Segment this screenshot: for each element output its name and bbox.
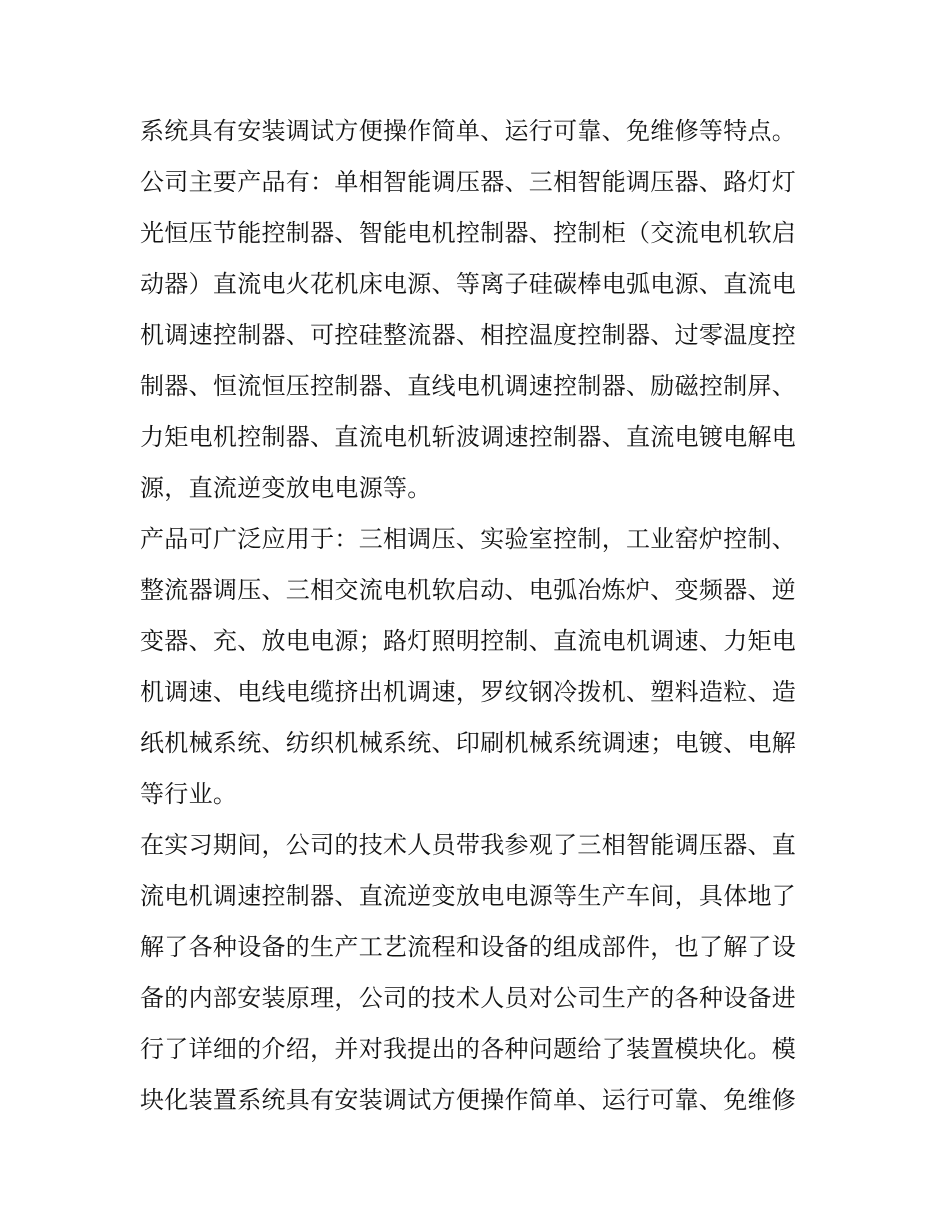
text-line: 力矩电机控制器、直流电机斩波调速控制器、直流电镀电解电 — [140, 423, 797, 451]
text-line: 在实习期间，公司的技术人员带我参观了三相智能调压器、直 — [140, 831, 797, 859]
text-line: 机调速、电线电缆挤出机调速，罗纹钢冷拨机、塑料造粒、造 — [140, 678, 797, 706]
body-text — [140, 106, 820, 1126]
text-line: 行了详细的介绍，并对我提出的各种问题给了装置模块化。模 — [140, 1035, 797, 1063]
text-line: 机调速控制器、可控硅整流器、相控温度控制器、过零温度控 — [140, 321, 797, 349]
text-line: 等行业。 — [140, 780, 238, 808]
text-line: 公司主要产品有：单相智能调压器、三相智能调压器、路灯灯 — [140, 168, 797, 196]
text-line: 备的内部安装原理，公司的技术人员对公司生产的各种设备进 — [140, 984, 797, 1012]
text-line: 流电机调速控制器、直流逆变放电电源等生产车间，具体地了 — [140, 882, 797, 910]
text-line: 源，直流逆变放电电源等。 — [140, 474, 432, 502]
text-line: 整流器调压、三相交流电机软启动、电弧冶炼炉、变频器、逆 — [140, 576, 797, 604]
text-line: 系统具有安装调试方便操作简单、运行可靠、免维修等特点。 — [140, 117, 797, 145]
text-line: 块化装置系统具有安装调试方便操作简单、运行可靠、免维修 — [140, 1086, 797, 1114]
text-line: 解了各种设备的生产工艺流程和设备的组成部件，也了解了设 — [140, 933, 797, 961]
text-line: 变器、充、放电电源；路灯照明控制、直流电机调速、力矩电 — [140, 627, 797, 655]
text-line: 制器、恒流恒压控制器、直线电机调速控制器、励磁控制屏、 — [140, 372, 797, 400]
text-line: 纸机械系统、纺织机械系统、印刷机械系统调速；电镀、电解 — [140, 729, 797, 757]
text-line: 光恒压节能控制器、智能电机控制器、控制柜（交流电机软启 — [140, 219, 797, 247]
text-line: 产品可广泛应用于：三相调压、实验室控制，工业窑炉控制、 — [140, 525, 797, 553]
text-line: 动器）直流电火花机床电源、等离子硅碳棒电弧电源、直流电 — [140, 270, 797, 298]
